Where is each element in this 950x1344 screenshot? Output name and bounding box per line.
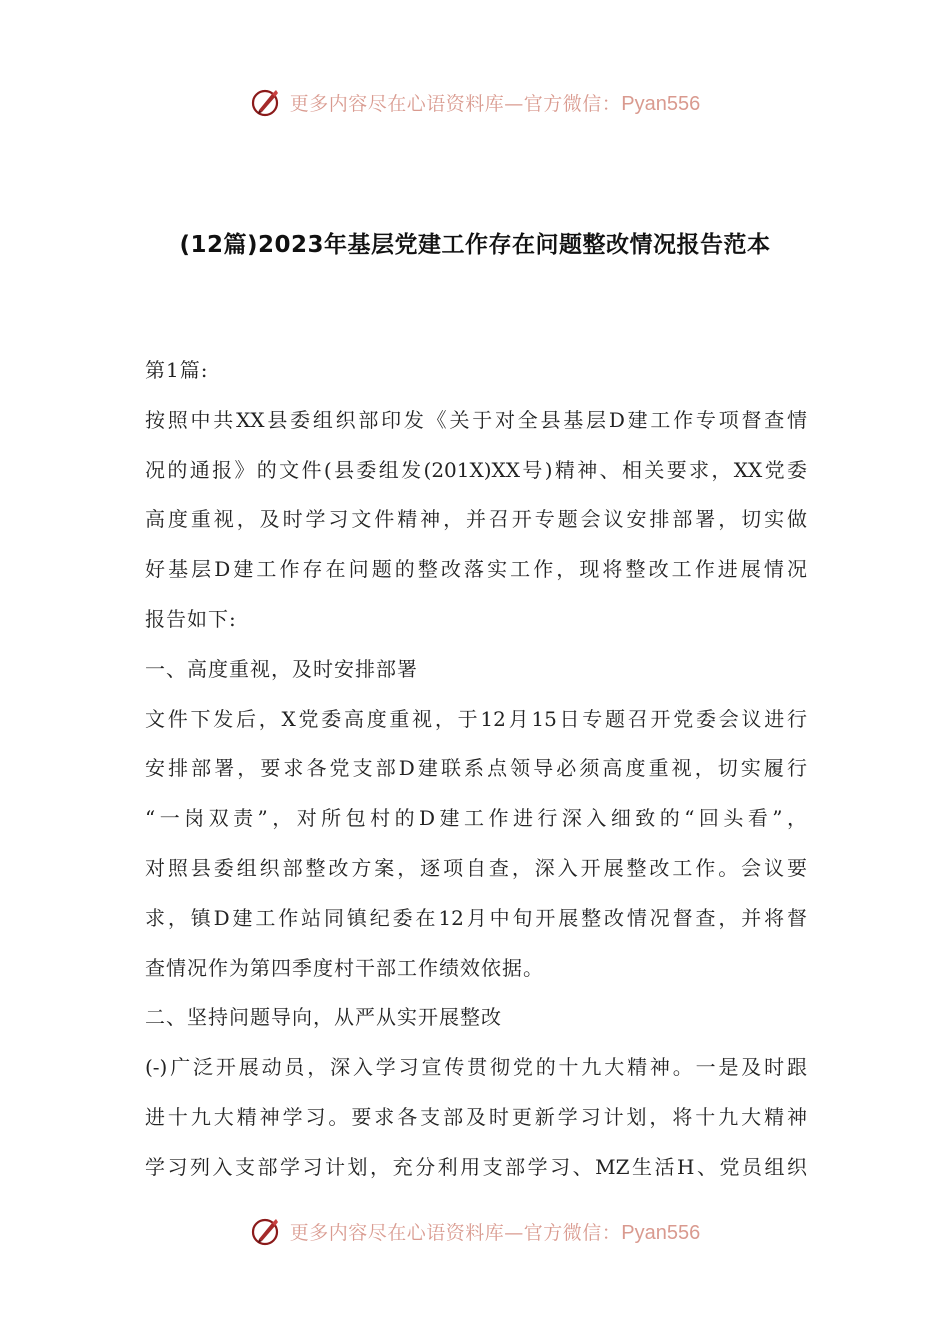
paragraph-line: 好基层D建工作存在问题的整改落实工作，现将整改工作进展情况 xyxy=(145,557,807,582)
paragraph-line: (-)广泛开展动员，深入学习宣传贯彻党的十九大精神。一是及时跟 xyxy=(145,1055,807,1080)
paragraph-line: 学习列入支部学习计划，充分利用支部学习、MZ生活H、党员组织 xyxy=(145,1154,807,1179)
watermark-text: 更多内容尽在心语资料库—官方微信：Pyan556 xyxy=(289,92,701,115)
paragraph-line: 报告如下: xyxy=(145,606,237,631)
watermark-header xyxy=(0,82,950,122)
pen-logo-icon xyxy=(250,86,282,118)
paragraph-line: 求，镇D建工作站同镇纪委在12月中旬开展整改情况督查，并将督 xyxy=(145,905,807,930)
paragraph-line: 对照县委组织部整改方案，逐项自查，深入开展整改工作。会议要 xyxy=(145,855,807,880)
paragraph-line: 查情况作为第四季度村干部工作绩效依据。 xyxy=(145,955,544,980)
paragraph-line: 况的通报》的文件(县委组发(201X)XX号)精神、相关要求，XX党委 xyxy=(145,457,807,482)
document-body xyxy=(145,346,807,1193)
paragraph-line: 安排部署，要求各党支部D建联系点领导必须高度重视，切实履行 xyxy=(145,756,807,781)
watermark-footer xyxy=(0,1211,950,1251)
paragraph-line: 按照中共XX县委组织部印发《关于对全县基层D建工作专项督查情 xyxy=(145,407,807,432)
paragraph-line: 高度重视，及时学习文件精神，并召开专题会议安排部署，切实做 xyxy=(145,507,807,532)
section-heading-2: 二、坚持问题导向，从严从实开展整改 xyxy=(145,1005,502,1030)
paragraph-line: 文件下发后，X党委高度重视，于12月15日专题召开党委会议进行 xyxy=(145,706,807,731)
paragraph-line: “一岗双责”，对所包村的D建工作进行深入细致的“回头看”， xyxy=(145,806,807,831)
document-title: (12篇)2023年基层党建工作存在问题整改情况报告范本 xyxy=(179,232,771,258)
watermark-text: 更多内容尽在心语资料库—官方微信：Pyan556 xyxy=(289,1221,701,1244)
paragraph-line: 进十九大精神学习。要求各支部及时更新学习计划，将十九大精神 xyxy=(145,1104,807,1129)
pen-logo-icon xyxy=(250,1215,282,1247)
section-heading-part-1: 第1篇: xyxy=(145,358,209,382)
section-heading-1: 一、高度重视，及时安排部署 xyxy=(145,656,418,681)
